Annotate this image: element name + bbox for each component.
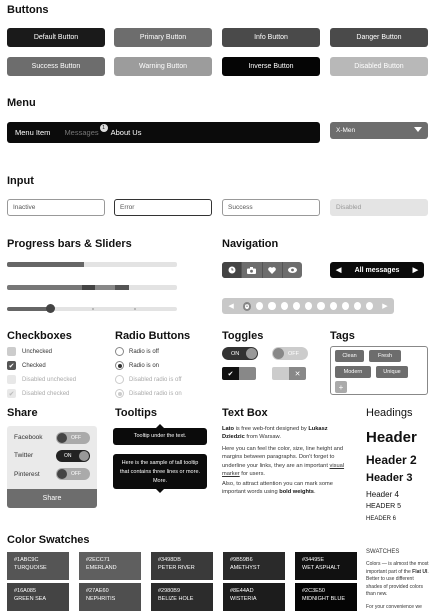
disabled-button: Disabled Button <box>330 57 428 76</box>
inverse-button[interactable]: Inverse Button <box>222 57 320 76</box>
swatches-heading: Color Swatches <box>7 534 90 546</box>
tooltip-arrow <box>156 489 164 493</box>
swatch-hex: #34495E <box>302 557 325 563</box>
inactive-input[interactable]: Inactive <box>7 199 105 216</box>
pager-dot[interactable] <box>366 302 373 310</box>
swatch-hex: #2ECC71 <box>86 557 110 563</box>
toggle-off-label: OFF <box>288 350 299 357</box>
radio-label: Disabled radio is on <box>129 390 182 397</box>
checkmark-icon[interactable]: ✔ <box>8 362 15 370</box>
checkbox-unchecked[interactable] <box>7 347 52 356</box>
text-span: . <box>313 489 316 496</box>
checkboxes-heading: Checkboxes <box>7 330 72 342</box>
input-heading: Input <box>7 175 34 187</box>
tooltip-text: Here is the sample of tall tooltip that contains three lines or more. More. <box>119 460 201 484</box>
headings-heading: Headings <box>366 407 413 419</box>
color-swatch <box>223 583 285 611</box>
radio-circle[interactable] <box>115 361 124 370</box>
swatch-hex: #3498DB <box>158 557 181 563</box>
toggle-label: OFF <box>71 471 81 477</box>
color-swatch <box>79 583 141 611</box>
swatch-hex: #27AE60 <box>86 588 109 594</box>
checkbox-checked[interactable] <box>7 361 46 370</box>
swatch-hex: #2C3E50 <box>302 588 325 594</box>
share-label-pinterest: Pinterest <box>14 471 40 478</box>
progress-heading: Progress bars & Sliders <box>7 238 132 250</box>
checkbox-label: Checked <box>22 362 46 369</box>
swatch-name: WISTERIA <box>230 595 257 602</box>
toggle-check[interactable] <box>222 367 256 380</box>
tooltip-arrow <box>156 424 164 428</box>
prev-arrow-icon[interactable]: ◀ <box>336 267 342 274</box>
textbox-paragraph-1 <box>222 425 350 442</box>
select-value: X-Men <box>336 127 356 134</box>
toggle-square-off <box>272 367 289 380</box>
radio-circle[interactable] <box>115 347 124 356</box>
radio-on[interactable] <box>115 361 159 370</box>
tag[interactable]: Fresh <box>369 350 401 362</box>
text-span: from Warsaw. <box>244 434 281 441</box>
pager-dot[interactable] <box>281 302 288 310</box>
radio-label: Radio is on <box>129 362 160 369</box>
toggles-heading: Toggles <box>222 330 264 342</box>
buttons-heading: Buttons <box>7 4 49 16</box>
radio-circle <box>115 389 124 398</box>
radio-off[interactable] <box>115 347 159 356</box>
menu-bar <box>7 122 320 143</box>
pager-dot[interactable] <box>305 302 312 310</box>
heading-5: HEADER 5 <box>366 503 402 510</box>
progress-bar <box>7 262 177 267</box>
checkbox-disabled-checked <box>7 389 69 398</box>
color-swatch <box>151 583 213 611</box>
radio-label: Radio is off <box>129 348 159 355</box>
danger-button[interactable]: Danger Button <box>330 28 428 47</box>
color-swatch <box>223 552 285 580</box>
checkbox-label: Disabled unchecked <box>22 376 77 383</box>
warning-button[interactable]: Warning Button <box>114 57 212 76</box>
text-span: for users. <box>239 470 265 477</box>
menu-heading: Menu <box>7 97 36 109</box>
share-label-twitter: Twitter <box>14 452 34 459</box>
textbox-heading: Text Box <box>222 407 268 419</box>
heart-icon[interactable] <box>263 262 283 278</box>
swatches-side-paragraph <box>366 561 430 599</box>
progress-bar-stacked <box>7 285 177 290</box>
checkbox-label: Disabled checked <box>22 390 70 397</box>
default-button[interactable]: Default Button <box>7 28 105 47</box>
pager-dot[interactable] <box>342 302 349 310</box>
hero-select[interactable] <box>330 122 428 139</box>
menu-messages-label: Messages <box>64 128 99 137</box>
text-span: is free web-font designed by <box>234 426 309 432</box>
checkbox-disabled-unchecked <box>7 375 76 384</box>
navigation-heading: Navigation <box>222 238 279 250</box>
swatch-name: AMETHYST <box>230 564 260 571</box>
pager-dot[interactable] <box>354 302 361 310</box>
heading-3: Header 3 <box>366 472 413 484</box>
swatch-name: MIDNIGHT BLUE <box>302 595 345 602</box>
pager-next-icon[interactable]: ▶ <box>382 303 388 310</box>
radio-disabled-on <box>115 389 182 398</box>
color-swatch <box>7 583 69 611</box>
color-swatch <box>7 552 69 580</box>
tooltips-heading: Tooltips <box>115 407 157 419</box>
share-button[interactable]: Share <box>7 489 97 508</box>
primary-button[interactable]: Primary Button <box>114 28 212 47</box>
slider[interactable] <box>7 307 177 311</box>
toggle-label: ON <box>64 453 72 459</box>
pager-dot[interactable] <box>268 302 275 310</box>
disabled-input: Disabled <box>330 199 428 216</box>
radio-disabled-off <box>115 375 182 384</box>
progress-bar-fill <box>7 262 84 267</box>
tooltip-short <box>113 428 207 445</box>
swatch-name: TURQUOISE <box>14 564 47 571</box>
swatch-name: NEPHRITIS <box>86 595 116 602</box>
slider-tick <box>92 308 94 310</box>
toggle-on-label: ON <box>231 350 240 357</box>
swatch-hex: #16A085 <box>14 588 37 594</box>
tag[interactable]: Unique <box>376 366 408 378</box>
toggle-label: OFF <box>71 435 81 441</box>
stacked-segment <box>95 285 115 290</box>
add-tag-button[interactable]: + <box>335 381 347 393</box>
tooltip-text: Tooltip under the text. <box>133 433 187 439</box>
text-span: Colors — is almost the most important part of the <box>366 561 429 575</box>
stacked-segment <box>115 285 129 290</box>
error-input[interactable]: Error <box>114 199 212 216</box>
facebook-toggle[interactable] <box>56 432 90 444</box>
eye-icon[interactable] <box>283 262 302 278</box>
pager-dot[interactable] <box>293 302 300 310</box>
info-button[interactable]: Info Button <box>222 28 320 47</box>
clock-icon[interactable] <box>222 262 242 278</box>
twitter-toggle[interactable] <box>56 450 90 462</box>
author-name: Lukasz Dziedzic <box>222 426 328 441</box>
checkmark-icon: ✔ <box>222 367 239 380</box>
pager-dot[interactable] <box>256 302 263 310</box>
pager-dot-active[interactable]: 1 <box>243 302 252 311</box>
radio-label: Disabled radio is off <box>129 376 182 383</box>
tag[interactable]: Clean <box>335 350 364 362</box>
swatch-hex: #1ABC9C <box>14 557 39 563</box>
checkbox-box[interactable] <box>7 347 16 356</box>
color-swatch <box>295 583 357 611</box>
swatch-name: BELIZE HOLE <box>158 595 194 602</box>
checkmark-icon: ✔ <box>8 390 15 398</box>
stacked-segment <box>7 285 82 290</box>
color-swatch <box>295 552 357 580</box>
radio-circle <box>115 375 124 384</box>
pager-dot[interactable] <box>330 302 337 310</box>
slider-tick <box>134 308 136 310</box>
stacked-segment <box>82 285 95 290</box>
menu-messages[interactable] <box>64 125 106 137</box>
textbox-paragraph-3 <box>222 480 350 497</box>
heading-1: Header <box>366 429 417 446</box>
text-span: Also, to attract attention you can mark some important words using <box>222 481 333 496</box>
swatches-side-title: SWATCHES <box>366 549 400 555</box>
swatch-name: EMERLAND <box>86 564 117 571</box>
color-swatch <box>79 552 141 580</box>
pinterest-toggle[interactable] <box>56 468 90 480</box>
heading-4: Header 4 <box>366 490 399 499</box>
tag[interactable]: Modern <box>335 366 371 378</box>
chevron-down-icon <box>414 127 422 132</box>
success-input[interactable]: Success <box>222 199 320 216</box>
checkbox-box <box>7 375 16 384</box>
font-name: Lato <box>222 426 235 432</box>
toggle-cross[interactable] <box>272 367 306 380</box>
close-icon: ✕ <box>289 367 306 380</box>
share-heading: Share <box>7 407 38 419</box>
icon-nav <box>222 262 302 278</box>
slider-handle[interactable] <box>46 304 55 313</box>
swatch-name: PETER RIVER <box>158 564 195 571</box>
flat-ui-bold: Flat UI <box>412 568 428 575</box>
swatch-name: GREEN SEA <box>14 595 47 602</box>
checkbox-label: Unchecked <box>22 348 53 355</box>
all-messages-nav[interactable] <box>330 262 424 278</box>
heading-2: Header 2 <box>366 453 417 467</box>
messages-badge: 1 <box>100 124 108 132</box>
visual-marker-link[interactable]: visual marker <box>222 462 345 477</box>
toggle-knob <box>246 348 257 359</box>
share-label-facebook: Facebook <box>14 434 43 441</box>
swatch-hex: #9B59B6 <box>230 557 253 563</box>
heading-6: HEADER 6 <box>366 516 397 522</box>
pager-prev-icon[interactable]: ◀ <box>228 303 234 310</box>
camera-icon[interactable] <box>242 262 262 278</box>
tags-heading: Tags <box>330 330 355 342</box>
swatch-hex: #8E44AD <box>230 588 254 594</box>
toggle-knob <box>57 469 67 479</box>
menu-about-us[interactable]: About Us <box>110 128 142 137</box>
tooltip-tall <box>113 454 207 489</box>
pager-dot[interactable] <box>317 302 324 310</box>
bold-weights: bold weights <box>279 489 314 496</box>
success-button[interactable]: Success Button <box>7 57 105 76</box>
toggle-knob <box>79 451 89 461</box>
radio-heading: Radio Buttons <box>115 330 191 342</box>
toggle-square-off <box>239 367 256 380</box>
next-arrow-icon[interactable]: ▶ <box>412 267 418 274</box>
toggle-knob <box>57 433 67 443</box>
slider-fill <box>7 307 50 311</box>
toggle-on[interactable] <box>222 347 258 360</box>
swatches-side-paragraph-2: For your convenience we <box>366 604 422 610</box>
all-messages-label: All messages <box>354 266 400 274</box>
pagination <box>222 298 394 314</box>
menu-item[interactable]: Menu Item <box>15 128 51 137</box>
swatch-name: WET ASPHALT <box>302 564 341 571</box>
textbox-paragraph-2 <box>222 445 350 478</box>
swatch-hex: #2980B9 <box>158 588 181 594</box>
color-swatch <box>151 552 213 580</box>
toggle-knob <box>273 348 284 359</box>
text-span: Here you can feel the color, size, line height and margins between paragraphs. Don't forget to underline your links, they are an important <box>222 446 344 469</box>
text-span: . Better to use different shades of provided colors than new. <box>366 568 429 597</box>
toggle-off[interactable] <box>272 347 308 360</box>
